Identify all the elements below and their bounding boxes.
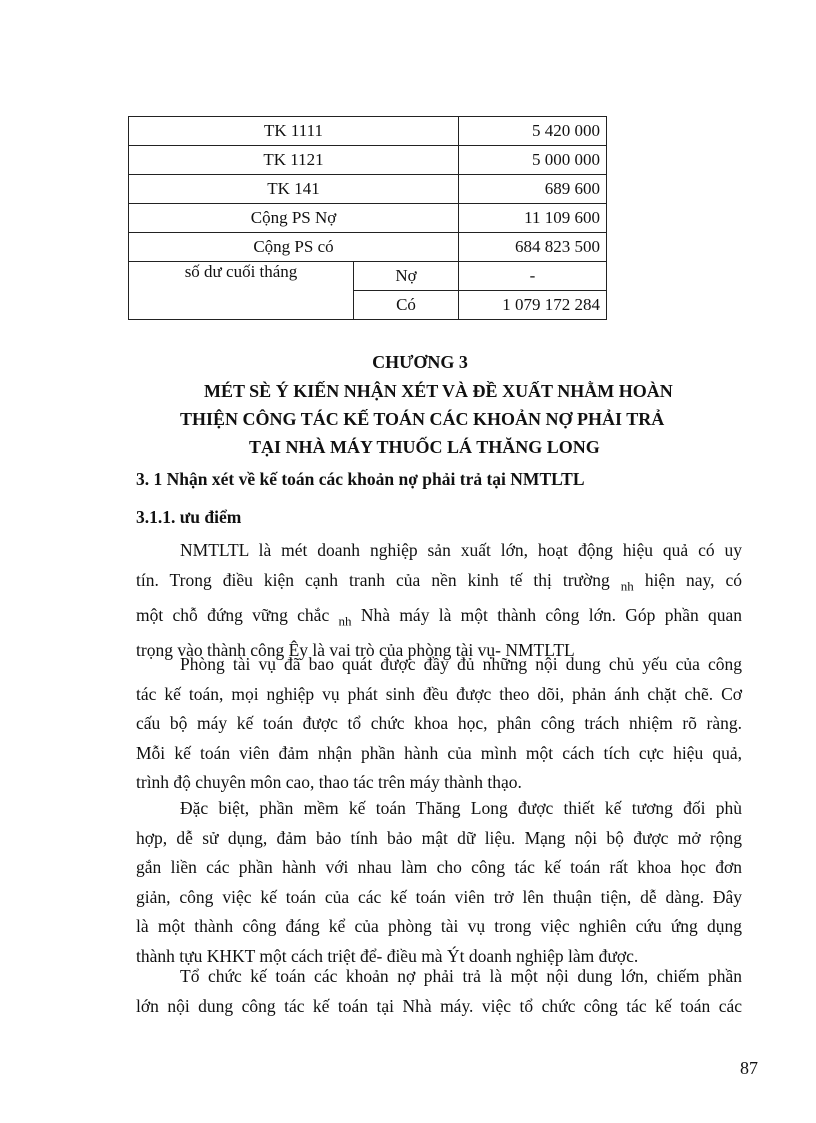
line-text: tín. Trong điều kiện cạnh tranh của nền kinh tế thị trường [136,569,610,590]
paragraph-line: Phòng tài vụ đã bao quát được đầy đủ những nội dung chủ yếu của công [180,654,742,674]
closing-balance-label: số dư cuối tháng [129,262,354,320]
account-label: TK 1121 [129,146,459,175]
paragraph-line: giản, công việc kế toán của các kế toán viên trở lên thuận tiện, dễ dàng. Đây [136,886,742,907]
table-row [129,204,607,233]
total-debit-label: Cộng PS Nợ [129,204,459,233]
chapter-title-line-1: MÉT SÈ Ý KIẾN NHẬN XÉT VÀ ĐỀ XUẤT NHẰM HOÀN [204,381,673,401]
credit-balance-value: 1 079 172 284 [459,291,607,320]
subscript-text: nh [338,613,352,628]
paragraph-line: là một thành công đáng kể của phòng tài vụ trong việc nghiên cứu ứng dụng [136,916,742,936]
line-text: một chỗ đứng vững chắc [136,604,330,625]
paragraph-line: cấu bộ máy kế toán được tổ chức khoa học, phân công trách nhiệm rõ ràng. [136,713,742,733]
chapter-title-line-2: THIỆN CÔNG TÁC KẾ TOÁN CÁC KHOẢN NỢ PHẢI TRẢ [180,409,665,429]
table-row [129,233,607,262]
credit-label: Có [354,291,459,320]
total-credit-label: Cộng PS có [129,233,459,262]
table-row [129,175,607,204]
account-label: TK 141 [129,175,459,204]
paragraph-2 [136,650,742,798]
paragraph-4 [136,962,742,1021]
section-heading: 3. 1 Nhận xét về kế toán các khoản nợ phải trả tại NMTLTL [136,469,585,489]
paragraph-line: NMTLTL là mét doanh nghiệp sản xuất lớn, hoạt động hiệu quả có uy [180,540,742,560]
ledger-table [128,116,607,320]
total-credit-value: 684 823 500 [459,233,607,262]
paragraph-line: trọng vào thành công Êy là vai trò của phòng tài vụ- NMTLTL [136,639,575,660]
paragraph-line: Tổ chức kế toán các khoản nợ phải trả là một nội dung lớn, chiếm phần [180,966,742,986]
paragraph-line: lớn nội dung công tác kế toán tại Nhà máy. việc tổ chức công tác kế toán các [136,995,742,1016]
paragraph-1 [136,536,742,665]
paragraph-line: Mỗi kế toán viên đảm nhận phần hành của mình một cách tích cực hiệu quả, [136,742,742,763]
paragraph-line [136,601,742,636]
page-number: 87 [740,1058,758,1078]
amount-value: 5 000 000 [459,146,607,175]
table-row [129,117,607,146]
paragraph-3 [136,794,742,971]
table-row [129,262,607,291]
paragraph-line: tác kế toán, mọi nghiệp vụ phát sinh đều được theo dõi, phản ánh chặt chẽ. Cơ [136,683,742,704]
debit-balance-value: - [459,262,607,291]
paragraph-line [136,566,742,601]
paragraph-line: thành tựu KHKT một cách triệt để- điều mà Ýt doanh nghiệp làm được. [136,945,639,966]
chapter-title-line-3: TẠI NHÀ MÁY THUỐC LÁ THĂNG LONG [249,437,600,457]
line-text: hiện nay, có [644,569,742,590]
debit-label: Nợ [354,262,459,291]
paragraph-line: Đặc biệt, phần mềm kế toán Thăng Long được thiết kế tương đối phù [180,798,742,818]
paragraph-line: hợp, dễ sử dụng, đảm bảo tính bảo mật dữ liệu. Mạng nội bộ được mở rộng [136,827,742,848]
table-row [129,146,607,175]
subscript-text: nh [620,578,634,593]
paragraph-line: gắn liền các phần hành với nhau làm cho công tác kế toán rất khoa học đơn [136,857,742,877]
amount-value: 689 600 [459,175,607,204]
total-debit-value: 11 109 600 [459,204,607,233]
subsection-heading: 3.1.1. ưu điểm [136,507,242,527]
chapter-number: CHƯƠNG 3 [372,352,468,372]
line-text: Nhà máy là một thành công lớn. Góp phần quan [360,604,743,625]
paragraph-line: trình độ chuyên môn cao, thao tác trên máy thành thạo. [136,772,522,792]
amount-value: 5 420 000 [459,117,607,146]
account-label: TK 1111 [129,117,459,146]
